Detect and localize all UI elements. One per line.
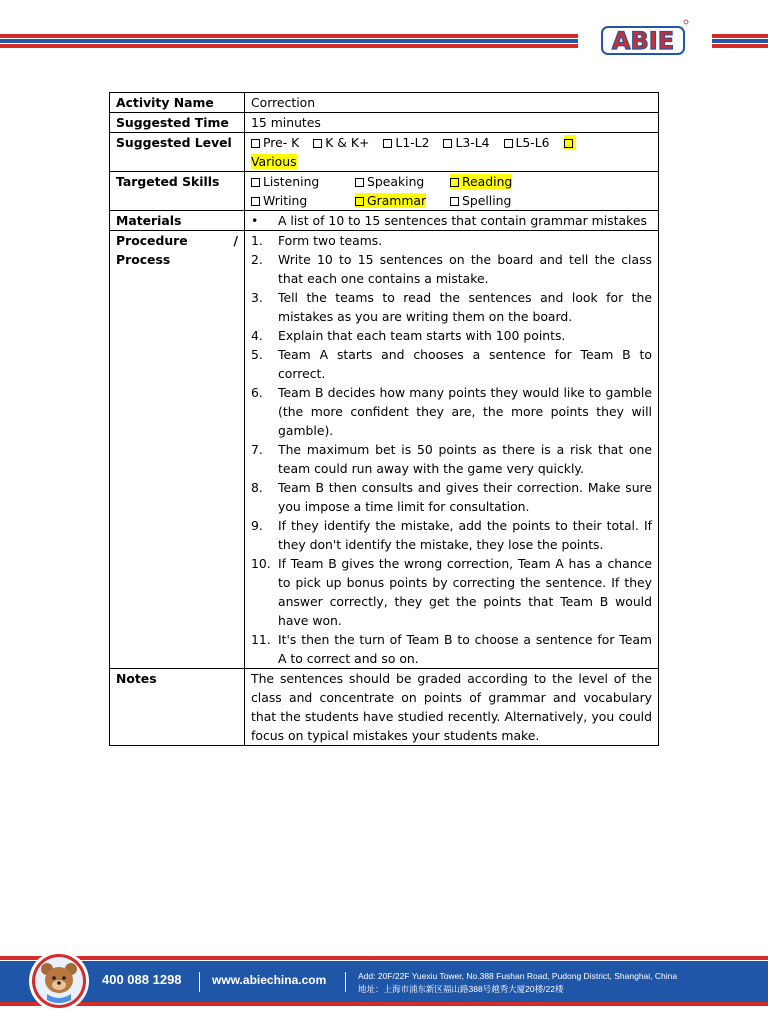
skill-option[interactable]: Writing (251, 191, 355, 210)
procedure-label: Procedure / Process (110, 231, 245, 669)
procedure-step (251, 516, 652, 554)
step-text: Form two teams. (278, 233, 383, 248)
skills-row (251, 191, 652, 210)
level-option-selected-checkbox[interactable] (564, 135, 576, 150)
skill-option-selected[interactable]: Reading (450, 172, 546, 191)
step-text: Explain that each team starts with 100 points. (278, 328, 566, 343)
step-text: Team A starts and chooses a sentence for Team B to correct. (278, 347, 652, 381)
procedure-step (251, 288, 652, 326)
step-number: 9. (251, 518, 263, 533)
materials-item: A list of 10 to 15 sentences that contain grammar mistakes (278, 213, 647, 228)
materials-value (245, 211, 659, 231)
targeted-skills-options (245, 172, 659, 211)
suggested-level-options (245, 133, 659, 172)
footer-stripe-red (0, 1002, 768, 1006)
header-stripe-red (0, 44, 578, 48)
checkbox-icon (450, 197, 459, 206)
checkbox-icon (251, 197, 260, 206)
footer-website-link[interactable]: www.abiechina.com (212, 973, 327, 987)
checkbox-icon (251, 139, 260, 148)
level-option-selected-label: Various (251, 154, 297, 169)
procedure-step (251, 554, 652, 630)
step-text: If Team B gives the wrong correction, Team A has a chance to pick up bonus points by correcting the sentence. If they answer correctly, they get the points that Team B would have won. (278, 556, 652, 628)
level-option[interactable]: K & K+ (313, 133, 369, 152)
header-stripe-red (712, 34, 768, 38)
step-number: 1. (251, 233, 263, 248)
checkbox-icon (504, 139, 513, 148)
procedure-step (251, 345, 652, 383)
step-text: If they identify the mistake, add the points to their total. If they don't identify the mistake, they lose the points. (278, 518, 652, 552)
notes-label: Notes (110, 669, 245, 746)
checkbox-icon (313, 139, 322, 148)
footer-address-en: Add: 20F/22F Yuexiu Tower, No.388 Fushan Road, Pudong District, Shanghai, China (358, 971, 678, 981)
header-stripe-red (0, 34, 578, 38)
checkbox-icon (355, 197, 364, 206)
header-stripe-red (712, 44, 768, 48)
level-option[interactable]: L3-L4 (443, 133, 489, 152)
procedure-step (251, 231, 652, 250)
level-option[interactable]: L1-L2 (383, 133, 429, 152)
activity-table (109, 92, 659, 746)
materials-label: Materials (110, 211, 245, 231)
step-number: 6. (251, 385, 263, 400)
step-text: Tell the teams to read the sentences and look for the mistakes as you are writing them on the board. (278, 290, 652, 324)
checkbox-icon (355, 178, 364, 187)
row-suggested-level (110, 133, 659, 172)
procedure-step (251, 250, 652, 288)
step-text: It's then the turn of Team B to choose a sentence for Team A to correct and so on. (278, 632, 652, 666)
procedure-step (251, 630, 652, 668)
step-text: The maximum bet is 50 points as there is a risk that one team could run away with the game very quickly. (278, 442, 652, 476)
header-stripe-blue (712, 39, 768, 43)
skill-option-selected[interactable]: Grammar (355, 191, 450, 210)
footer-divider (199, 972, 200, 992)
step-number: 2. (251, 252, 263, 267)
footer-divider (345, 972, 346, 992)
steps-list (251, 231, 652, 668)
footer-stripe-red (0, 956, 768, 960)
step-number: 4. (251, 328, 263, 343)
step-text: Write 10 to 15 sentences on the board and tell the class that each one contains a mistake. (278, 252, 652, 286)
procedure-steps (245, 231, 659, 669)
suggested-level-label: Suggested Level (110, 133, 245, 172)
logo-wordmark: ABIE (611, 27, 675, 55)
notes-text: The sentences should be graded according to the level of the class and concentrate on points of grammar and vocabulary that the students have studied recently. Alternatively, you could focus on typical mistakes your students make. (245, 669, 659, 746)
step-number: 3. (251, 290, 263, 305)
checkbox-icon (564, 139, 573, 148)
footer-address-cn: 地址：上海市浦东新区福山路388号越秀大厦20楼/22楼 (358, 984, 564, 994)
targeted-skills-label: Targeted Skills (110, 172, 245, 211)
checkbox-icon (251, 178, 260, 187)
bear-mascot-icon (28, 950, 90, 1012)
skill-option[interactable]: Listening (251, 172, 355, 191)
step-text: Team B then consults and gives their correction. Make sure you impose a time limit for consultation. (278, 480, 652, 514)
skill-option[interactable]: Speaking (355, 172, 450, 191)
procedure-step (251, 326, 652, 345)
row-suggested-time (110, 113, 659, 133)
step-number: 11. (251, 632, 271, 647)
procedure-step (251, 478, 652, 516)
step-number: 5. (251, 347, 263, 362)
skills-row (251, 172, 652, 191)
row-materials (110, 211, 659, 231)
checkbox-icon (383, 139, 392, 148)
activity-name-value: Correction (245, 93, 659, 113)
step-number: 10. (251, 556, 271, 571)
step-number: 8. (251, 480, 263, 495)
step-number: 7. (251, 442, 263, 457)
activity-name-label: Activity Name (110, 93, 245, 113)
level-option[interactable]: L5-L6 (504, 133, 550, 152)
checkbox-icon (450, 178, 459, 187)
suggested-time-label: Suggested Time (110, 113, 245, 133)
row-procedure (110, 231, 659, 669)
row-targeted-skills (110, 172, 659, 211)
row-activity-name (110, 93, 659, 113)
header-stripe-blue (0, 39, 578, 43)
bullet-icon: • (251, 213, 259, 228)
procedure-step (251, 383, 652, 440)
footer-phone[interactable]: 400 088 1298 (102, 972, 182, 987)
procedure-step (251, 440, 652, 478)
row-notes (110, 669, 659, 746)
skill-option[interactable]: Spelling (450, 191, 546, 210)
abie-logo (598, 18, 690, 58)
step-text: Team B decides how many points they would like to gamble (the more confident they are, the more points they will gamble). (278, 385, 652, 438)
checkbox-icon (443, 139, 452, 148)
level-option[interactable]: Pre- K (251, 133, 299, 152)
suggested-time-value: 15 minutes (245, 113, 659, 133)
